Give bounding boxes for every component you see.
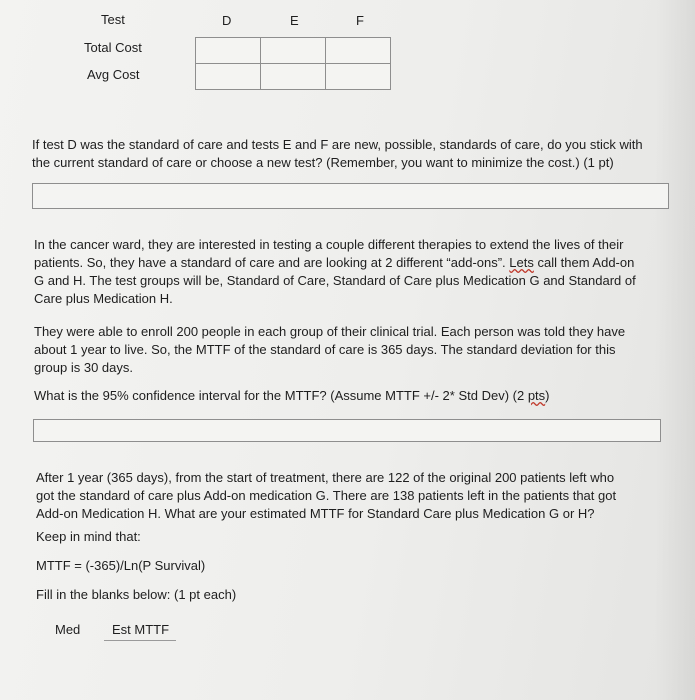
followup-line: got the standard of care plus Add-on medication G. There are 138 patients left in the patients that got: [36, 488, 617, 503]
spellcheck-word: Lets: [509, 255, 534, 270]
fill-in-instructions: Fill in the blanks below: (1 pt each): [36, 587, 237, 602]
intro-line-part: call them Add-on: [537, 255, 635, 270]
question-1-line: the current standard of care or choose a new test? (Remember, you want to minimize the cost.) (1 pt): [32, 155, 614, 170]
page-edge-shadow: [655, 0, 695, 700]
question-text-end: ): [545, 388, 550, 403]
avg-cost-e-cell[interactable]: [261, 64, 326, 90]
intro-line-part: patients. So, they have a standard of care and are looking at 2 different “add-ons”.: [34, 255, 506, 270]
confidence-interval-question: [34, 387, 550, 405]
followup-text: [36, 469, 616, 523]
table-row-label-avg-cost: Avg Cost: [87, 67, 140, 82]
question-1-line: If test D was the standard of care and tests E and F are new, possible, standards of care, do you stick with: [32, 137, 643, 152]
intro-line: Care plus Medication H.: [34, 291, 173, 306]
table-header-d: D: [222, 13, 232, 28]
table-header-f: F: [356, 13, 364, 28]
total-cost-e-cell[interactable]: [261, 38, 326, 64]
clinical-trial-text: [34, 323, 625, 377]
avg-cost-d-cell[interactable]: [196, 64, 261, 90]
intro-line: [34, 254, 636, 272]
followup-line: Add-on Medication H. What are your estimated MTTF for Standard Care plus Medication G or H?: [36, 506, 595, 521]
question-1-text: [32, 136, 643, 172]
total-cost-f-cell[interactable]: [326, 38, 391, 64]
table-row: [196, 38, 391, 64]
intro-line: G and H. The test groups will be, Standard of Care, Standard of Care plus Medication G and Standard of: [34, 273, 636, 288]
cancer-ward-intro: [34, 236, 636, 308]
trial-line: group is 30 days.: [34, 360, 134, 375]
table-header-e: E: [290, 13, 299, 28]
med-column-label: Med: [55, 622, 81, 637]
question-text: What is the 95% confidence interval for the MTTF? (Assume MTTF +/- 2* Std Dev) (2: [34, 388, 525, 403]
table-corner-label: Test: [101, 12, 125, 27]
confidence-interval-answer-box[interactable]: [33, 419, 661, 442]
est-mttf-column-label: Est MTTF: [112, 622, 170, 637]
est-mttf-underline: [104, 640, 176, 641]
spellcheck-word: pts: [527, 388, 546, 403]
question-line: [34, 387, 550, 405]
mttf-formula: MTTF = (-365)/Ln(P Survival): [36, 558, 206, 573]
question-1-answer-box[interactable]: [32, 183, 669, 209]
trial-line: about 1 year to live. So, the MTTF of the standard of care is 365 days. The standard deviation for this: [34, 342, 616, 357]
cost-table: [195, 37, 391, 90]
table-row: [196, 64, 391, 90]
total-cost-d-cell[interactable]: [196, 38, 261, 64]
followup-line: After 1 year (365 days), from the start of treatment, there are 122 of the original 200 patients left who: [36, 470, 615, 485]
trial-line: They were able to enroll 200 people in each group of their clinical trial. Each person was told they have: [34, 324, 626, 339]
table-row-label-total-cost: Total Cost: [84, 40, 142, 55]
keep-in-mind-label: Keep in mind that:: [36, 529, 141, 544]
avg-cost-f-cell[interactable]: [326, 64, 391, 90]
intro-line: In the cancer ward, they are interested in testing a couple different therapies to extend the lives of their: [34, 237, 624, 252]
